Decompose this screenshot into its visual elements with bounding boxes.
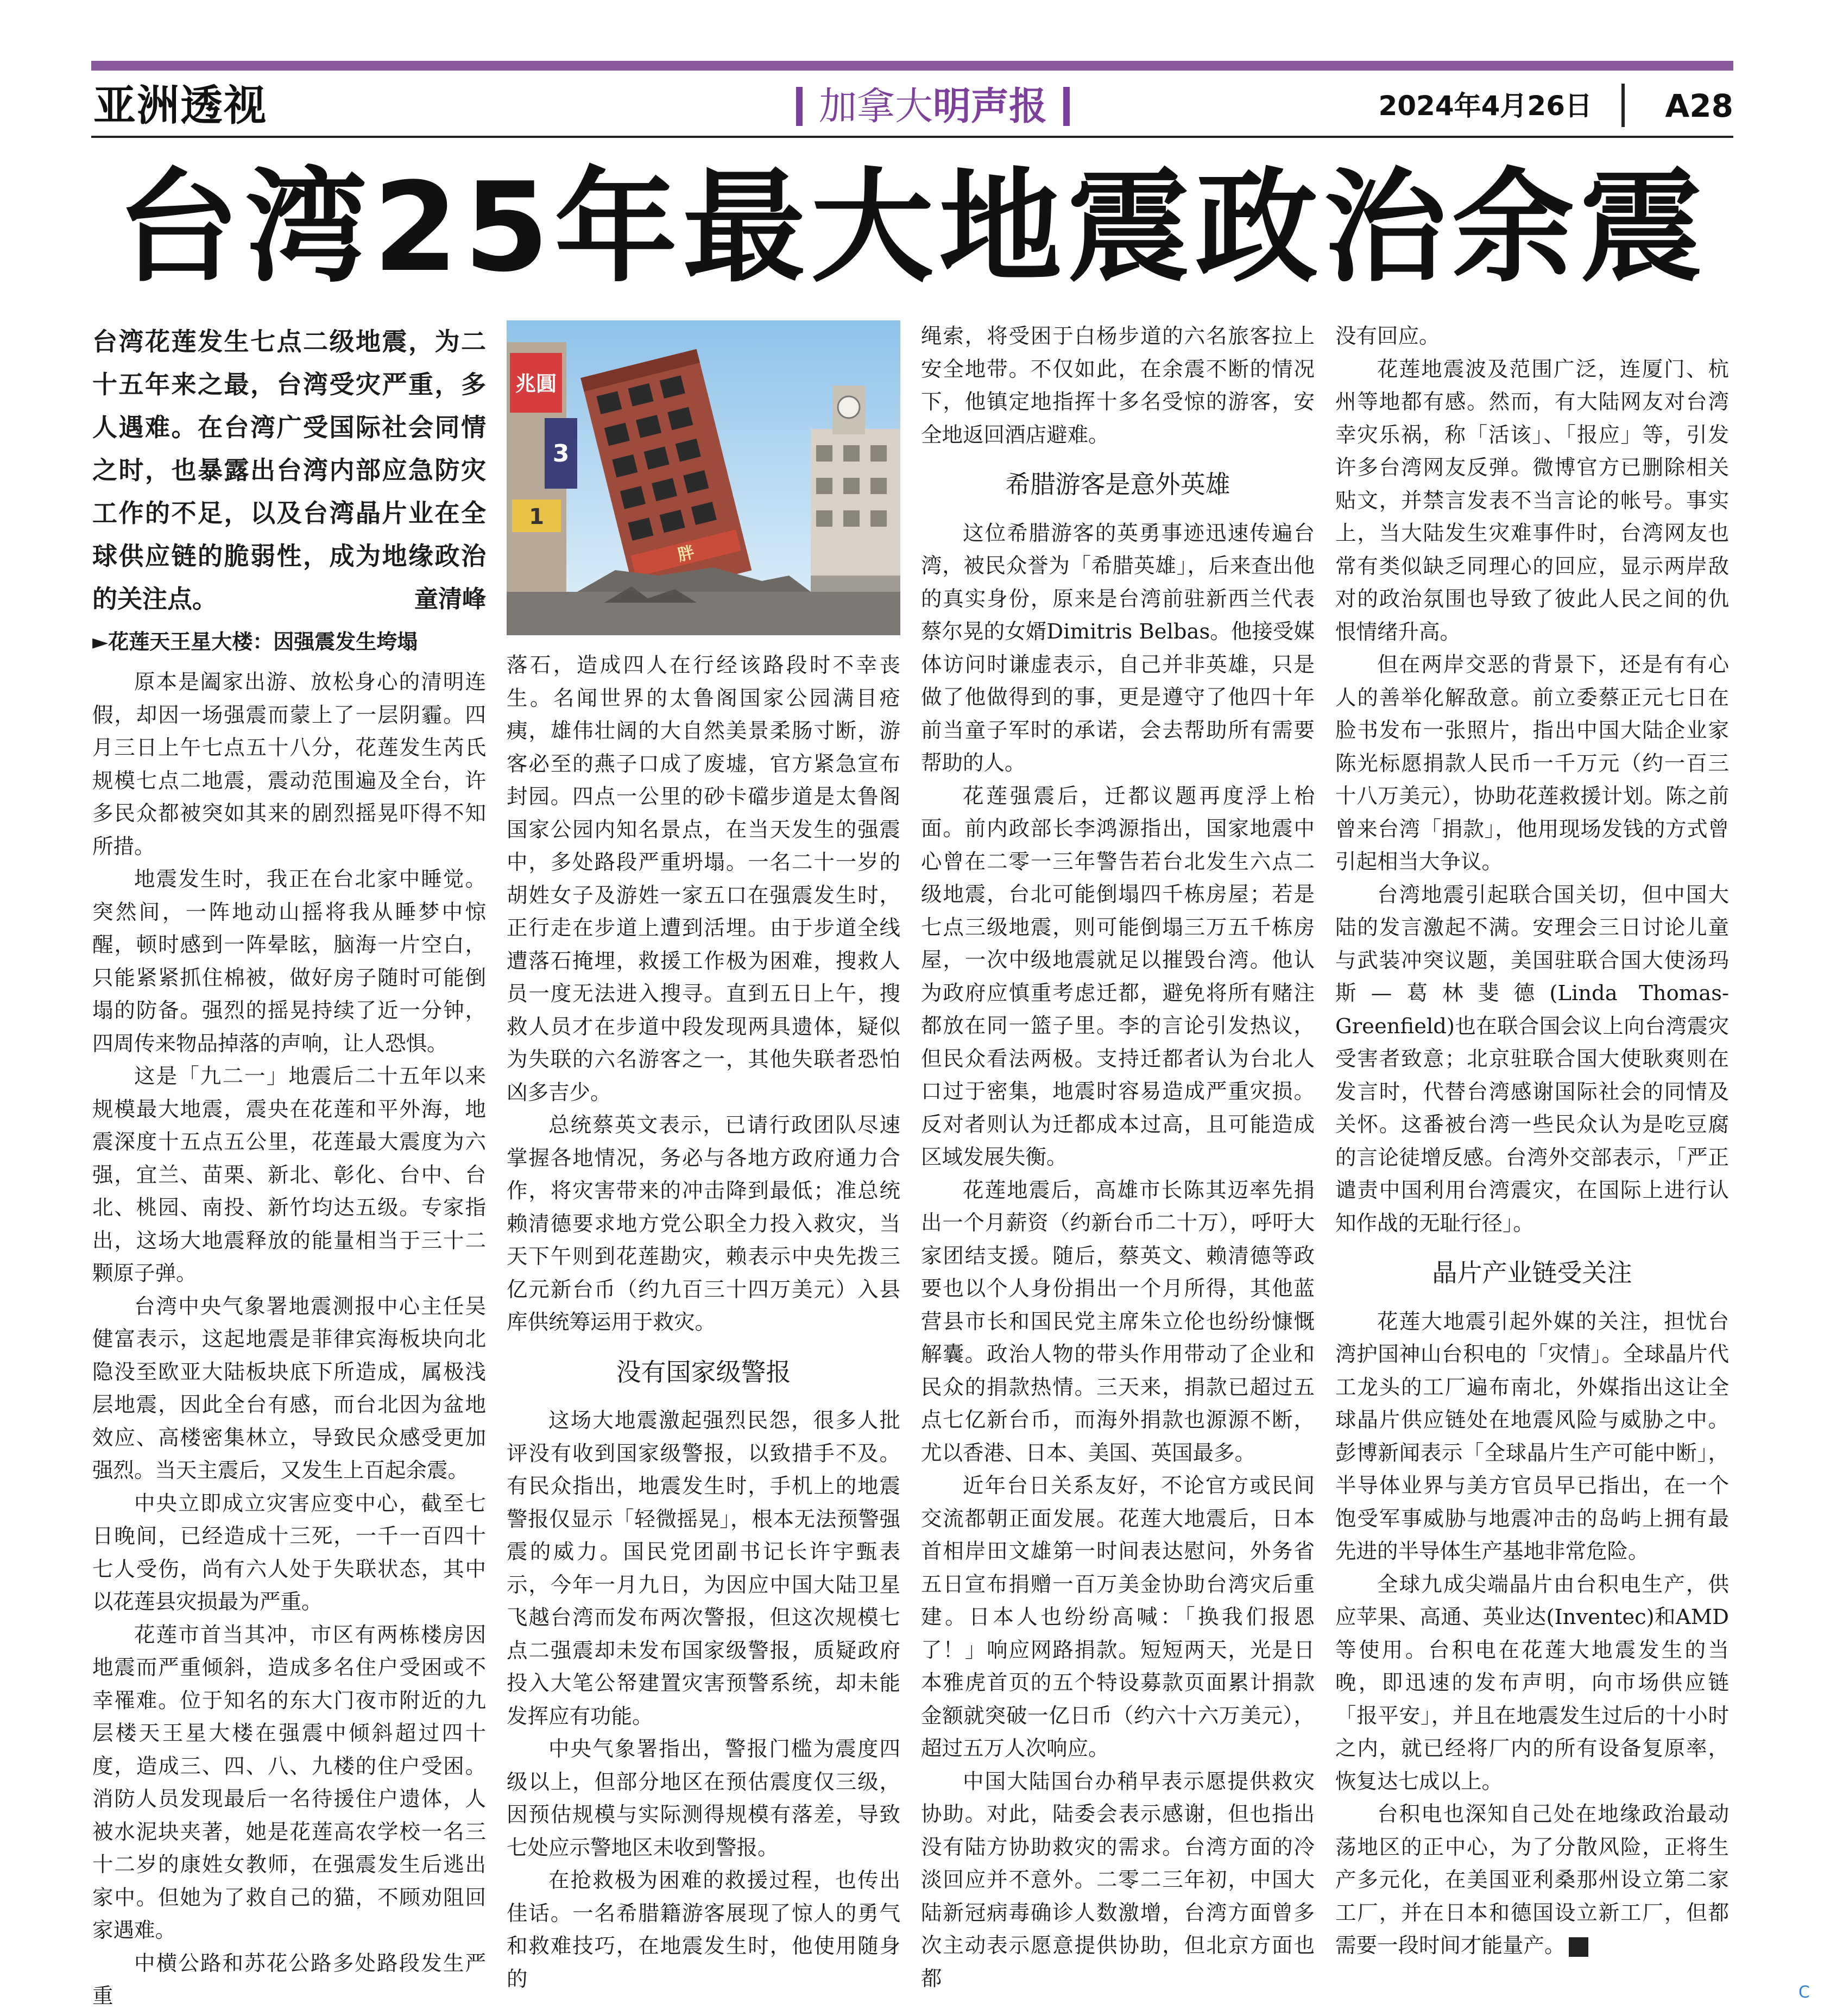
lead-text: 台湾花莲发生七点二级地震，为二十五年来之最，台湾受灾严重，多人遇难。在台湾广受国际社会同情之时，也暴露出台湾内部应急防灾工作的不足，以及台湾晶片业在全球供应链的脆弱性，成为地缘政治的关注点。 <box>92 327 486 614</box>
body-paragraph: 地震发生时，我正在台北家中睡觉。突然间，一阵地动山摇将我从睡梦中惊醒，顿时感到一阵晕眩，脑海一片空白，只能紧紧抓住棉被，做好房子随时可能倒塌的防备。强烈的摇晃持续了近一分钟，四周传来物品掉落的声响，让人恐惧。 <box>92 867 486 1056</box>
body-paragraph: 总统蔡英文表示，已请行政团队尽速掌握各地情况，务必与各地方政府通力合作，将灾害带来的冲击降到最低；准总统赖清德要求地方党公职全力投入救灾，当天下午则到花莲勘灾，赖表示中央先拨三亿元新台币（约九百三十四万美元）入县库供统筹运用于救灾。 <box>507 1113 900 1335</box>
body-paragraph: 台湾地震引起联合国关切，但中国大陆的发言激起不满。安理会三日讨论儿童与武装冲突议题，美国驻联合国大使汤玛斯—葛林斐德(Linda Thomas-Greenfield)也在联合国会议上向台湾震灾受害者致意；北京驻联合国大使耿爽则在发言时，代替台湾感谢国际社会的同情及关怀。这番被台湾一些民众认为是吃豆腐的言论徒增反感。台湾外交部表示，「严正谴责中国利用台湾震灾，在国际上进行认知作战的无耻行径」。 <box>1335 882 1729 1236</box>
headline: 台湾25年最大地震政治余震 <box>116 156 1708 299</box>
final-paragraph-text: 台积电也深知自己处在地缘政治最动荡地区的正中心，为了分散风险，正将生产多元化，在美国亚利桑那州设立第二家工厂，并在日本和德国设立新工厂，但都需要一段时间才能量产。 <box>1335 1802 1729 1958</box>
article-column-1 <box>92 320 486 2008</box>
storefront-sign-3: 1 <box>529 504 544 529</box>
article-column-3 <box>921 320 1315 1991</box>
body-paragraph: 中央气象署指出，警报门槛为震度四级以上，但部分地区在预估震度仅三级，因预估规模与实际测得规模有落差，导致七处应示警地区未收到警报。 <box>507 1737 900 1860</box>
page-header <box>91 76 1733 136</box>
storefront-sign-2: 3 <box>552 440 570 467</box>
masthead-name-part1: 加拿大 <box>819 84 933 129</box>
storefront-sign-1: 兆圓 <box>515 372 557 396</box>
article-column-4 <box>1335 320 1729 1958</box>
body-paragraph: 这是「九二一」地震后二十五年以来规模最大地震，震央在花莲和平外海，地震深度十五点五公里，花莲最大震度为六强，宜兰、苗栗、新北、彰化、台中、台北、桃园、南投、新竹均达五级。专家指出，这场大地震释放的能量相当于三十二颗原子弹。 <box>92 1064 486 1286</box>
body-paragraph: 中央立即成立灾害应变中心，截至七日晚间，已经造成十三死，一千一百四十七人受伤，尚有六人处于失联状态，其中以花莲县灾损最为严重。 <box>92 1491 486 1614</box>
subhead-chip-supply-chain: 晶片产业链受关注 <box>1432 1258 1632 1287</box>
lead-paragraph <box>92 320 486 621</box>
photo-caption: ►花莲天王星大楼：因强震发生垮塌 <box>92 630 418 654</box>
body-paragraph: 中横公路和苏花公路多处路段发生严重 <box>92 1951 486 2008</box>
body-paragraph: 近年台日关系友好，不论官方或民间交流都朝正面发展。花莲大地震后，日本首相岸田文雄第一时间表达慰问，外务省五日宣布捐赠一百万美金协助台湾灾后重建。日本人也纷纷高喊：「换我们报恩了！」响应网路捐款。短短两天，光是日本雅虎首页的五个特设募款页面累计捐款金额就突破一亿日币（约六十六万美元），超过五万人次响应。 <box>921 1474 1315 1761</box>
page-number: A28 <box>1665 87 1733 124</box>
issue-date: 2024年4月26日 <box>1378 90 1592 122</box>
header-top-rule <box>91 61 1733 71</box>
body-paragraph: 这场大地震激起强烈民怨，很多人批评没有收到国家级警报，以致措手不及。有民众指出，地震发生时，手机上的地震警报仅显示「轻微摇晃」，根本无法预警强震的威力。国民党团副书记长许宇甄表示，今年一月九日，为因应中国大陆卫星飞越台湾而发布两次警报，但这次规模七点二强震却未发布国家级警报，质疑政府投入大笔公帑建置灾害预警系统，却未能发挥应有功能。 <box>507 1408 900 1729</box>
masthead-bar-left <box>796 87 803 126</box>
byline: 童清峰 <box>414 585 486 613</box>
storefront-sign-4: 胖 <box>676 542 697 565</box>
body-paragraph: 这位希腊游客的英勇事迹迅速传遍台湾，被民众誉为「希腊英雄」，后来查出他的真实身份，原来是台湾前驻新西兰代表蔡尔晃的女婿Dimitris Belbas。他接受媒体访问时谦虚表示，自己并非英雄，只是做了他做得到的事，更是遵守了他四十年前当童子军时的承诺，会去帮助所有需要帮助的人。 <box>921 521 1315 775</box>
body-paragraph: 台湾中央气象署地震测报中心主任吴健富表示，这起地震是菲律宾海板块向北隐没至欧亚大陆板块底下所造成，属极浅层地震，因此全台有感，而台北因为盆地效应、高楼密集林立，导致民众感受更加强烈。当天主震后，又发生上百起余震。 <box>92 1294 486 1483</box>
body-paragraph: 全球九成尖端晶片由台积电生产，供应苹果、高通、英业达(Inventec)和AMD等使用。台积电在花莲大地震发生的当晚，即迅速的发布声明，向市场供应链「报平安」，并且在地震发生过后的十小时之内，就已经将厂内的所有设备复原率，恢复达七成以上。 <box>1335 1572 1729 1794</box>
masthead-name-part2: 明声报 <box>933 84 1047 129</box>
body-paragraph: 在抢救极为困难的救援过程，也传出佳话。一名希腊籍游客展现了惊人的勇气和救难技巧，在地震发生时，他使用随身的 <box>507 1868 900 1992</box>
body-paragraph: 原本是阖家出游、放松身心的清明连假，却因一场强震而蒙上了一层阴霾。四月三日上午七点五十八分，花莲发生芮氏规模七点二地震，震动范围遍及全台，许多民众都被突如其来的剧烈摇晃吓得不知所措。 <box>92 670 486 859</box>
body-paragraph: 落石，造成四人在行经该路段时不幸丧生。名闻世界的太鲁阁国家公园满目疮痍，雄伟壮阔的大自然美景柔肠寸断，游客必至的燕子口成了废墟，官方紧急宣布封园。四点一公里的砂卡礑步道是太鲁阁国家公园内知名景点，在当天发生的强震中，多处路段严重坍塌。一名二十一岁的胡姓女子及游姓一家五口在强震发生时，正行走在步道上遭到活埋。由于步道全线遭落石掩埋，救援工作极为困难，搜救人员一度无法进入搜寻。直到五日上午，搜救人员才在步道中段发现两具遗体，疑似为失联的六名游客之一，其他失联者恐怕凶多吉少。 <box>507 653 900 1105</box>
masthead <box>737 76 1128 136</box>
masthead-bar-right <box>1063 87 1070 126</box>
section-name: 亚洲透视 <box>93 81 268 130</box>
collapsed-building-photo <box>507 320 900 635</box>
article-column-2 <box>507 320 900 1992</box>
subhead-greek-hero: 希腊游客是意外英雄 <box>1005 470 1230 499</box>
body-paragraph: 但在两岸交恶的背景下，还是有有心人的善举化解敌意。前立委蔡正元七日在脸书发布一张照片，指出中国大陆企业家陈光标愿捐款人民币一千万元（约一百三十八万美元），协助花莲救援计划。陈之前曾来台湾「捐款」，他用现场发钱的方式曾引起相当大争议。 <box>1335 653 1729 874</box>
photo-illustration <box>507 320 900 635</box>
body-paragraph: 没有回应。 <box>1335 324 1440 349</box>
body-paragraph: 花莲强震后，迁都议题再度浮上枱面。前内政部长李鸿源指出，国家地震中心曾在二零一三年警告若台北发生六点二级地震，台北可能倒塌四千栋房屋；若是七点三级地震，则可能倒塌三万五千栋房屋，一次中级地震就足以摧毁台湾。他认为政府应慎重考虑迁都，避免将所有赌注都放在同一篮子里。李的言论引发热议，但民众看法两极。支持迁都者认为台北人口过于密集，地震时容易造成严重灾损。反对者则认为迁都成本过高，且可能造成区域发展失衡。 <box>921 783 1315 1170</box>
corner-mark: C <box>1798 1983 1810 2002</box>
body-paragraph: 花莲市首当其冲，市区有两栋楼房因地震而严重倾斜，造成多名住户受困或不幸罹难。位于知名的东大门夜市附近的九层楼天王星大楼在强震中倾斜超过四十度，造成三、四、八、九楼的住户受困。消防人员发现最后一名待援住户遗体，人被水泥块夹著，她是花莲高农学校一名三十二岁的康姓女教师，在强震发生后逃出家中。但她为了救自己的猫，不顾劝阻回家遇难。 <box>92 1622 486 1943</box>
header-separator <box>1621 84 1625 127</box>
subhead-no-national-alert: 没有国家级警报 <box>616 1357 791 1387</box>
body-paragraph: 绳索，将受困于白杨步道的六名旅客拉上安全地带。不仅如此，在余震不断的情况下，他镇定地指挥十多名受惊的游客，安全地返回酒店避难。 <box>921 324 1315 447</box>
body-paragraph: 花莲地震后，高雄市长陈其迈率先捐出一个月薪资（约新台币二十万），呼吁大家团结支援。随后，蔡英文、赖清德等政要也以个人身份捐出一个月所得，其他蓝营县市长和国民党主席朱立伦也纷纷慷慨解囊。政治人物的带头作用带动了企业和民众的捐款热情。三天来，捐款已超过五点七亿新台币，而海外捐款也源源不断，尤以香港、日本、美国、英国最多。 <box>921 1178 1315 1465</box>
article-end-mark <box>1569 1937 1588 1957</box>
header-bottom-rule <box>91 136 1733 138</box>
body-paragraph: 花莲大地震引起外媒的关注，担忧台湾护国神山台积电的「灾情」。全球晶片代工龙头的工厂遍布南北，外媒指出这让全球晶片供应链处在地震风险与威胁之中。彭博新闻表示「全球晶片生产可能中断」，半导体业界与美方官员早已指出，在一个饱受军事威胁与地震冲击的岛屿上拥有最先进的半导体生产基地非常危险。 <box>1335 1309 1729 1564</box>
body-paragraph: 花莲地震波及范围广泛，连厦门、杭州等地都有感。然而，有大陆网友对台湾幸灾乐祸，称「活该」、「报应」等，引发许多台湾网友反弹。微博官方已删除相关贴文，并禁言发表不当言论的帐号。事实上，当大陆发生灾难事件时，台湾网友也常有类似缺乏同理心的回应，显示两岸敌对的政治氛围也导致了彼此人民之间的仇恨情绪升高。 <box>1335 357 1729 644</box>
body-paragraph-final <box>1335 1798 1729 1963</box>
body-paragraph: 中国大陆国台办稍早表示愿提供救灾协助。对此，陆委会表示感谢，但也指出没有陆方协助救灾的需求。台湾方面的冷淡回应并不意外。二零二三年初，中国大陆新冠病毒确诊人数激增，台湾方面曾多次主动表示愿意提供协助，但北京方面也都 <box>921 1769 1315 1991</box>
